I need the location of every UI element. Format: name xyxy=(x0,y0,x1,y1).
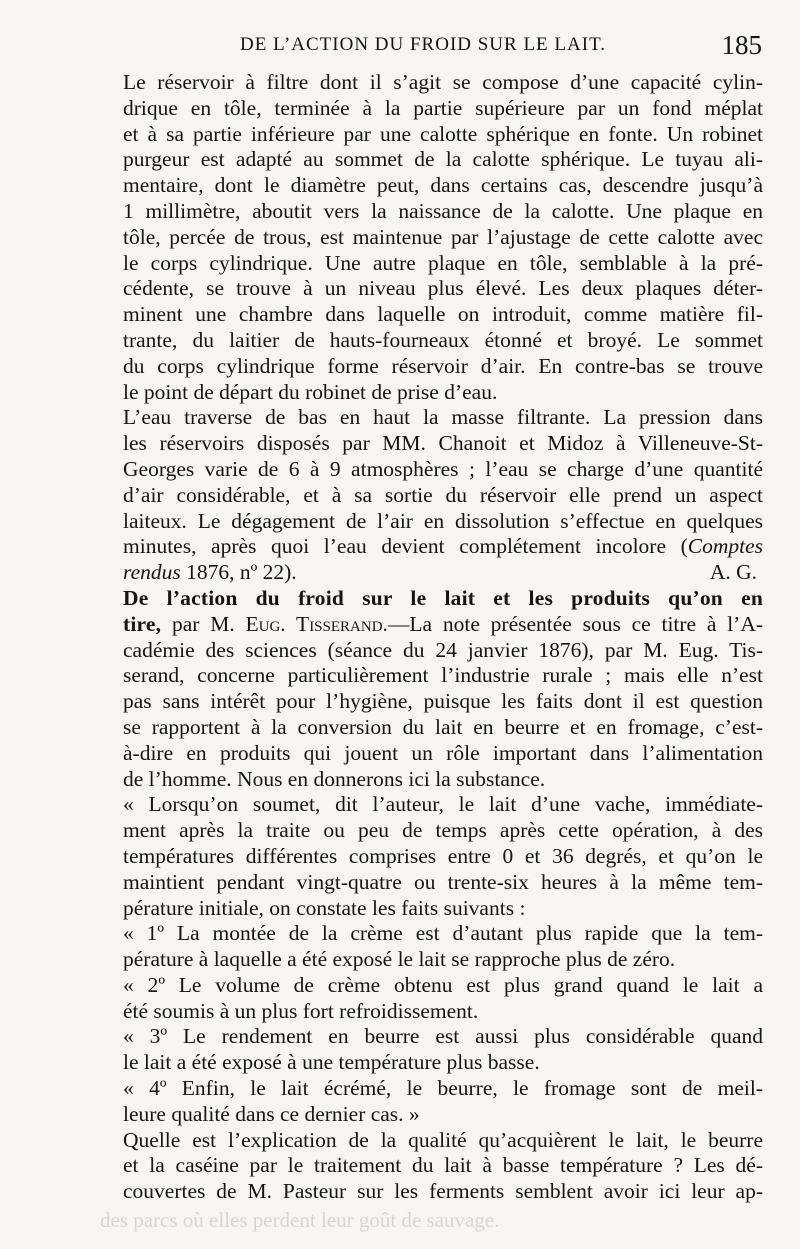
text-line: tôle, percée de trous, est maintenue par l’ajustage de cette calotte avec xyxy=(123,224,763,249)
text-fragment: .—La note présentée sous ce titre à l’A- xyxy=(382,611,764,636)
text-line: mentaire, dont le diamètre peut, dans certains cas, descendre jusqu’à xyxy=(123,173,763,198)
paragraph-filter-reservoir xyxy=(95,70,763,405)
text-line: drique en tôle, terminée à la partie supérieure par un fond méplat xyxy=(123,95,763,120)
text-line: pérature à laquelle a été exposé le lait se rapproche plus de zéro. xyxy=(123,947,676,972)
text-line: « 2º Le volume de crème obtenu est plus grand quand le lait a xyxy=(123,972,763,997)
paragraph-explanation xyxy=(95,1128,763,1205)
paragraph-finding-4 xyxy=(95,1076,763,1128)
paragraph-article-title xyxy=(95,586,763,792)
text-line: « 3º Le rendement en beurre est aussi plus considérable quand xyxy=(123,1024,763,1049)
text-line: purgeur est adapté au sommet de la calotte sphérique. Le tuyau ali- xyxy=(123,147,763,172)
text-line: à-dire en produits qui jouent un rôle important dans l’alimentation xyxy=(123,740,763,765)
text-line: d’air considérable, et à sa sortie du réservoir elle prend un aspect xyxy=(123,482,763,507)
text-line: « 1º La montée de la crème est d’autant plus rapide que la tem- xyxy=(123,921,763,946)
text-line: couvertes de M. Pasteur sur les ferments semblent avoir ici leur ap- xyxy=(123,1179,763,1204)
text-line: leure qualité dans ce dernier cas. » xyxy=(123,1101,420,1126)
article-heading: De l’action du froid sur le lait et les produits qu’on en xyxy=(123,585,763,610)
paragraph-finding-3 xyxy=(95,1024,763,1076)
show-through-text: des parcs où elles perdent leur goût de sauvage. xyxy=(100,1208,500,1232)
text-line: trante, du laitier de hauts-fourneaux étonné et broyé. Le sommet xyxy=(123,327,763,352)
text-line: maintient pendant vingt-quatre ou trente-six heures à la même tem- xyxy=(123,869,763,894)
article-heading-end: tire, xyxy=(123,611,162,636)
citation-italic: Comptes xyxy=(687,534,763,559)
text-line: Georges varie de 6 à 9 atmosphères ; l’eau se charge d’une quantité xyxy=(123,456,763,481)
text-line: les réservoirs disposés par MM. Chanoit et Midoz à Villeneuve-St- xyxy=(123,431,763,456)
text-line: températures différentes comprises entre 0 et 36 degrés, et qu’on le xyxy=(123,843,763,868)
text-line: 1 millimètre, aboutit vers la naissance de la calotte. Une plaque en xyxy=(123,198,763,223)
text-line: minent une chambre dans laquelle on introduit, comme matière fil- xyxy=(123,302,763,327)
text-line xyxy=(95,560,763,586)
body-text xyxy=(95,70,763,1205)
text-line: Quelle est l’explication de la qualité qu’acquièrent le lait, le beurre xyxy=(123,1127,763,1152)
text-fragment: minutes, après quoi l’eau devient complétement incolore ( xyxy=(123,534,688,559)
text-line: Le réservoir à filtre dont il s’agit se compose d’une capacité cylin- xyxy=(123,70,763,94)
text-line: « Lorsqu’on soumet, dit l’auteur, le lait d’une vache, immédiate- xyxy=(123,792,763,817)
running-title: DE L’ACTION DU FROID SUR LE LAIT. xyxy=(240,34,607,55)
author-name: Eug. Tisserand xyxy=(245,611,383,636)
paragraph-water-pressure xyxy=(95,405,763,586)
text-line xyxy=(95,534,763,560)
paragraph-quote-intro xyxy=(95,792,763,921)
text-line: serand, concerne particulièrement l’industrie rurale ; mais elle n’est xyxy=(123,663,763,688)
text-line: « 4º Enfin, le lait écrémé, le beurre, le fromage sont de meil- xyxy=(123,1076,763,1101)
author-signature: A. G. xyxy=(709,560,757,585)
text-line: de l’homme. Nous en donnerons ici la substance. xyxy=(123,766,546,791)
text-line: pérature initiale, on constate les faits suivants : xyxy=(123,895,526,920)
page-number: 185 xyxy=(721,30,762,60)
text-line: le corps cylindrique. Une autre plaque en tôle, semblable à la pré- xyxy=(123,250,763,275)
paragraph-finding-2 xyxy=(95,973,763,1025)
text-line: et à sa partie inférieure par une calotte sphérique en fonte. Un robinet xyxy=(123,121,763,146)
text-line: du corps cylindrique forme réservoir d’air. En contre-bas se trouve xyxy=(123,353,763,378)
page-header xyxy=(0,30,800,64)
text-line: le point de départ du robinet de prise d’eau. xyxy=(123,379,498,404)
text-line: été soumis à un plus fort refroidissement. xyxy=(123,998,479,1023)
text-line xyxy=(95,612,763,638)
text-line: et la caséine par le traitement du lait à basse température ? Les dé- xyxy=(123,1153,763,1178)
citation-italic: rendus xyxy=(123,560,181,585)
text-line: le lait a été exposé à une température plus basse. xyxy=(123,1050,540,1075)
text-line: cadémie des sciences (séance du 24 janvier 1876), par M. Eug. Tis- xyxy=(123,637,763,662)
text-line: se rapportent à la conversion du lait en beurre et en fromage, c’est- xyxy=(123,714,763,739)
text-line: laiteux. Le dégagement de l’air en dissolution s’effectue en quelques xyxy=(123,508,763,533)
text-line: cédente, se trouve à un niveau plus élevé. Les deux plaques déter- xyxy=(123,276,763,301)
text-line: L’eau traverse de bas en haut la masse filtrante. La pression dans xyxy=(123,405,763,430)
text-line: pas sans intérêt pour l’hygiène, puisque les faits dont il est question xyxy=(123,689,763,714)
text-fragment: par M. xyxy=(161,611,246,636)
text-line: ment après la traite ou peu de temps après cette opération, à des xyxy=(123,818,763,843)
paragraph-finding-1 xyxy=(95,921,763,973)
citation-text: 1876, nº 22). xyxy=(180,560,297,585)
